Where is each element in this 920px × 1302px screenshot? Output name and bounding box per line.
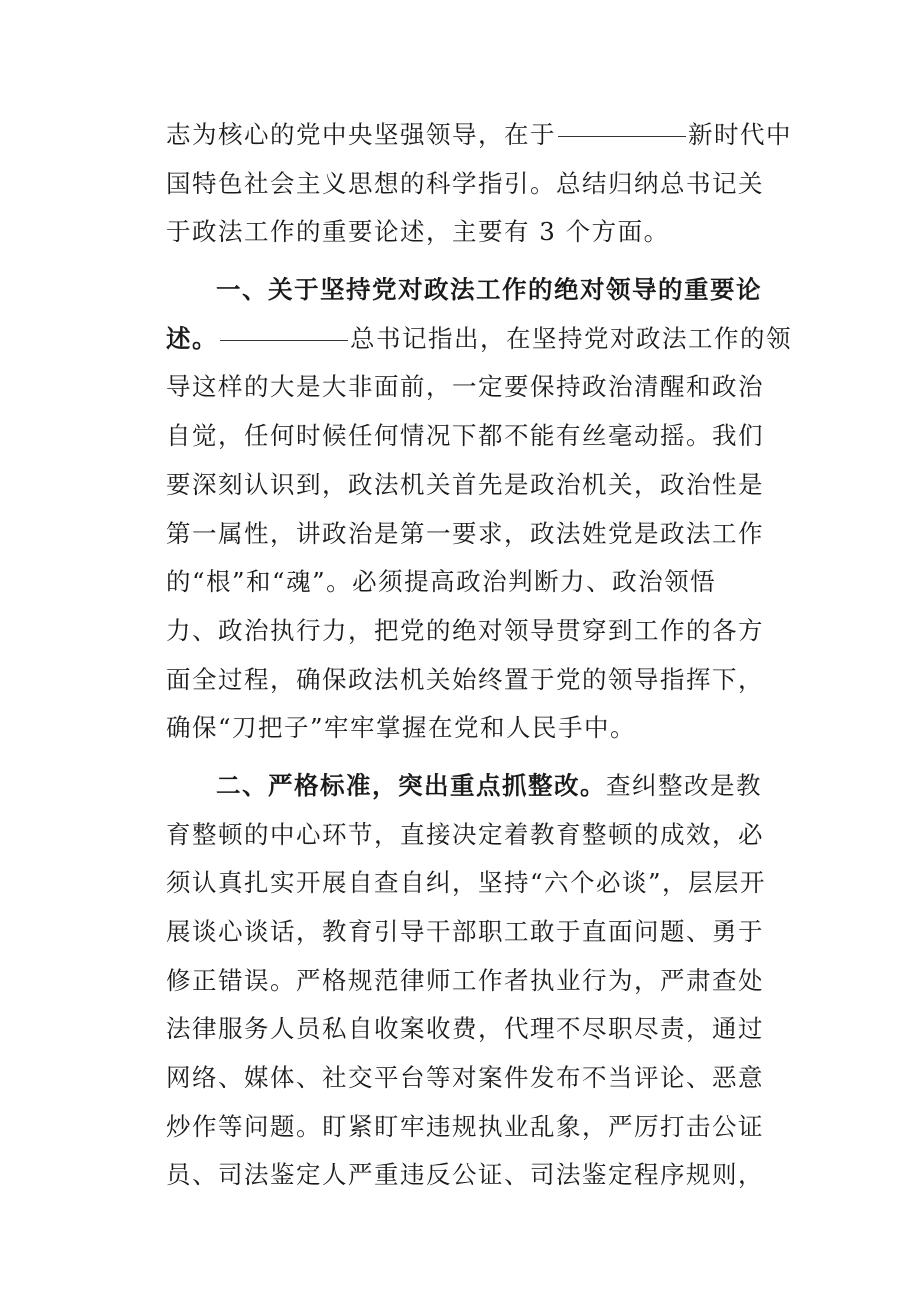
para2-line2-text: 总书记指出，在坚持党对政法工作的领 xyxy=(350,323,792,353)
para2-line7: 的“根”和“魂”。必须提高政治判断力、政治领悟 xyxy=(166,567,717,597)
para1-line1-text-a: 志为核心的党中央坚强领导，在于 xyxy=(166,120,556,149)
para2-line4: 自觉，任何时候任何情况下都不能有丝毫动摇。我们 xyxy=(166,421,764,451)
document-body xyxy=(166,111,792,1200)
para2-line9: 面全过程，确保政法机关始终置于党的领导指挥下， xyxy=(166,664,764,694)
para3-line7: 网络、媒体、社交平台等对案件发布不当评论、恶意 xyxy=(166,1063,764,1093)
fill-in-blank xyxy=(558,135,686,137)
para2-line10: 确保“刀把子”牢牢掌握在党和人民手中。 xyxy=(166,713,637,743)
para3-line4: 展谈心谈话，教育引导干部职工敢于直面问题、勇于 xyxy=(166,917,764,946)
para3-heading: 二、严格标准，突出重点抓整改。 xyxy=(216,770,606,800)
para1-line3: 于政法工作的重要论述，主要有 3 个方面。 xyxy=(166,217,670,247)
para3-line6: 法律服务人员私自收案收费，代理不尽职尽责，通过 xyxy=(166,1014,764,1044)
para2-heading-end: 述。 xyxy=(166,323,218,353)
para3-line1 xyxy=(166,762,762,811)
para3-line1-text: 查纠整改是教 xyxy=(606,770,762,800)
para1-line1 xyxy=(166,111,792,160)
para2-heading-line1: 一、关于坚持党对政法工作的绝对领导的重要论 xyxy=(216,275,762,305)
fill-in-blank xyxy=(220,339,348,341)
para3-line9: 员、司法鉴定人严重违反公证、司法鉴定程序规则， xyxy=(166,1160,764,1190)
para3-line8: 炒作等问题。盯紧盯牢违规执业乱象，严厉打击公证 xyxy=(166,1111,764,1141)
para2-line3: 导这样的大是大非面前，一定要保持政治清醒和政治 xyxy=(166,372,764,402)
para2-line5: 要深刻认识到，政法机关首先是政治机关，政治性是 xyxy=(166,469,764,499)
para1-line2: 国特色社会主义思想的科学指引。总结归纳总书记关 xyxy=(166,168,764,198)
para3-line5: 修正错误。严格规范律师工作者执业行为，严肃查处 xyxy=(166,965,764,995)
para2-line8: 力、政治执行力，把党的绝对领导贯穿到工作的各方 xyxy=(166,615,764,645)
para3-line2: 育整顿的中心环节，直接决定着教育整顿的成效，必 xyxy=(166,819,764,849)
para2-line6: 第一属性，讲政治是第一要求，政法姓党是政法工作 xyxy=(166,518,764,548)
para3-line3: 须认真扎实开展自查自纠，坚持“六个必谈”，层层开 xyxy=(166,868,767,898)
para1-line1-text-b: 新时代中 xyxy=(688,120,792,149)
para2-line2 xyxy=(166,315,792,364)
